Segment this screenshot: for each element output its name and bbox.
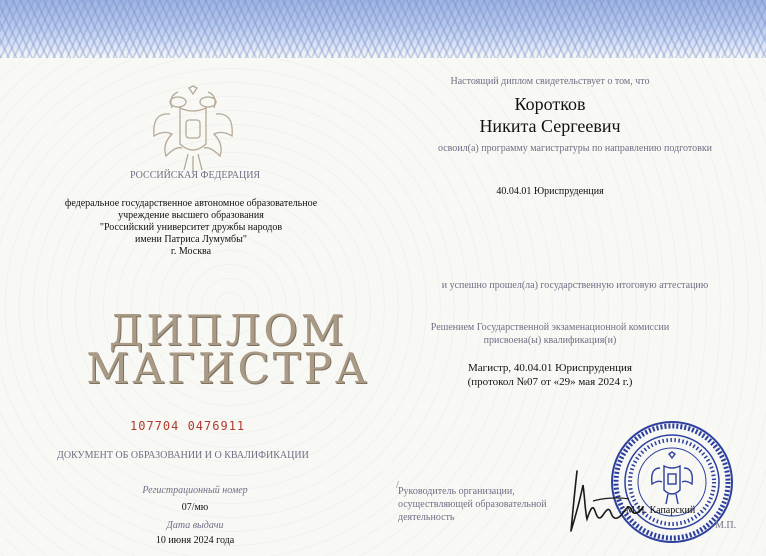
org-line-3: "Российский университет дружбы народов	[99, 222, 283, 233]
country-name: РОССИЙСКАЯ ФЕДЕРАЦИЯ	[130, 170, 261, 181]
attestation-text: и успешно прошел(ла) государственную итоговую аттестацию	[441, 280, 709, 291]
handwritten-signature	[563, 465, 647, 537]
org-line-2: учреждение высшего образования	[118, 210, 264, 221]
issue-date-label: Дата выдачи	[166, 520, 224, 531]
registration-label: Регистрационный номер	[142, 485, 248, 496]
intro-text: Настоящий диплом свидетельствует о том, что	[450, 76, 650, 87]
diploma-title-line-1: ДИПЛОМ	[109, 306, 347, 355]
registration-number: 07/мю	[181, 502, 209, 513]
document-type: ДОКУМЕНТ ОБ ОБРАЗОВАНИИ И О КВАЛИФИКАЦИИ	[57, 450, 309, 461]
graduate-given-names: Никита Сергеевич	[479, 116, 621, 136]
commission-decision-line-2: присвоена(ы) квалификация(и)	[483, 335, 617, 346]
org-line-1: федеральное государственное автономное образовательное	[64, 198, 318, 209]
head-name: М.И. Капарский	[626, 505, 696, 516]
org-line-4: имени Патриса Лумумбы"	[135, 234, 247, 245]
org-line-5: г. Москва	[170, 246, 212, 257]
diploma-title-line-2: МАГИСТРА	[86, 344, 370, 393]
head-title-line-1: Руководитель организации,	[398, 486, 515, 497]
head-title-line-2: осуществляющей образовательной	[398, 499, 547, 510]
protocol: (протокол №07 от «29» мая 2024 г.)	[467, 376, 633, 388]
issue-date: 10 июня 2024 года	[155, 535, 235, 546]
stamp-place-mark: М.П.	[715, 520, 737, 531]
graduate-surname: Коротков	[514, 94, 586, 114]
diploma-serial-number: 107704 0476911	[130, 419, 246, 433]
program-mastered-text: освоил(а) программу магистратуры по направлению подготовки	[437, 143, 713, 154]
slash-mark: /	[396, 480, 399, 491]
qualification: Магистр, 40.04.01 Юриспруденция	[468, 362, 632, 374]
security-band	[0, 0, 766, 58]
double-headed-eagle-emblem	[148, 84, 238, 176]
program-name: 40.04.01 Юриспруденция	[496, 186, 604, 197]
commission-decision-line-1: Решением Государственной экзаменационной комиссии	[430, 322, 670, 333]
head-title-line-3: деятельность	[398, 512, 455, 523]
